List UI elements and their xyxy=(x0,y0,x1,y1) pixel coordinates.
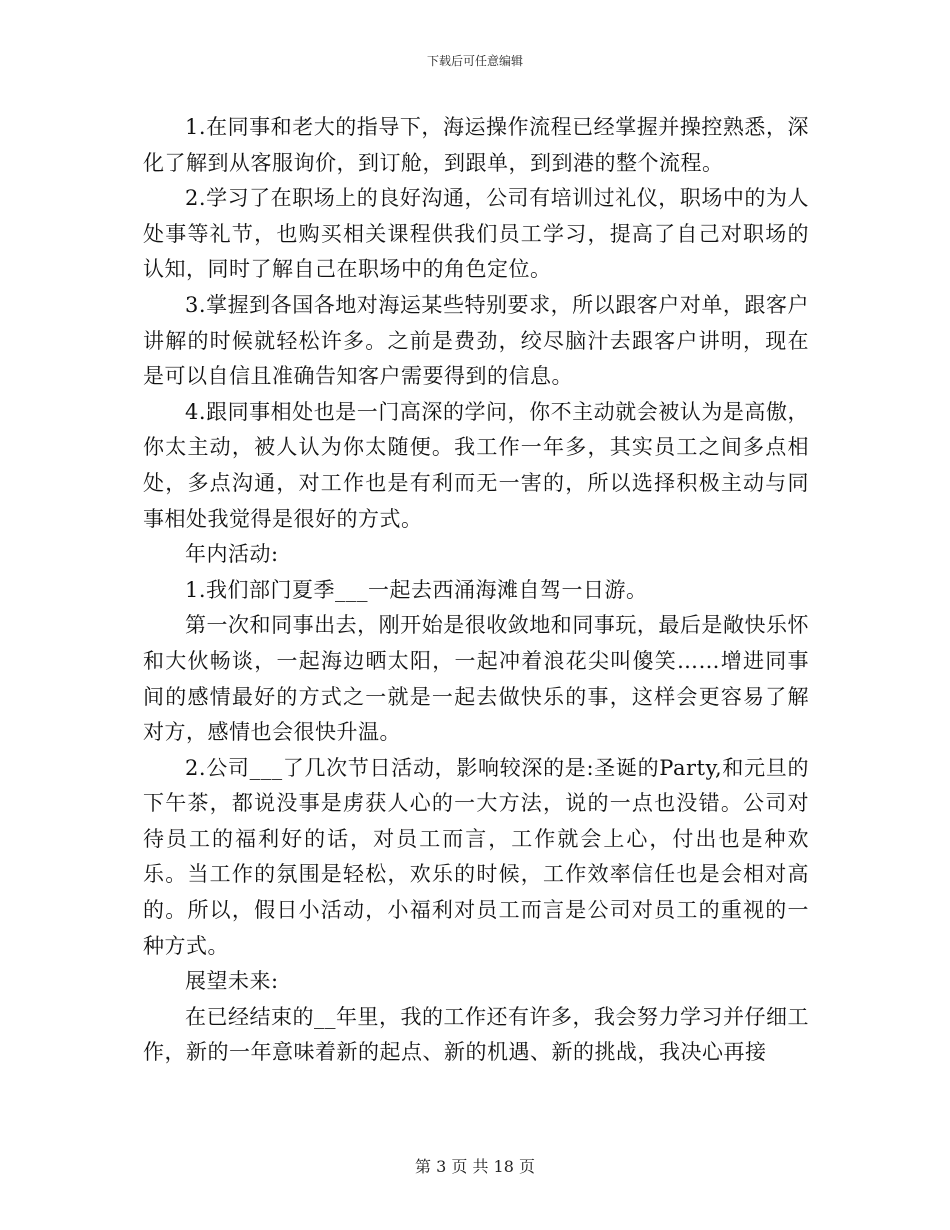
paragraph-item-1: 1.在同事和老大的指导下，海运操作流程已经掌握并操控熟悉，深化了解到从客服询价，到订舱，到跟单，到到港的整个流程。 xyxy=(143,115,809,175)
page-number-footer: 第 3 页 共 18 页 xyxy=(415,1157,535,1176)
activity-description-1: 第一次和同事出去，刚开始是很收敛地和同事玩，最后是敞快乐怀和大伙畅谈，一起海边晒太阳，一起冲着浪花尖叫傻笑……增进同事间的感情最好的方式之一就是一起去做快乐的事，这样会更容易了解对方，感情也会很快升温。 xyxy=(143,613,809,745)
page-header: 下载后可任意编辑 xyxy=(426,54,523,68)
document-body xyxy=(143,110,809,1071)
activity-item-1: 1.我们部门夏季___一起去西涌海滩自驾一日游。 xyxy=(185,577,648,602)
paragraph-item-4: 4.跟同事相处也是一门高深的学问，你不主动就会被认为是高傲，你太主动，被人认为你太随便。我工作一年多，其实员工之间多点相处，多点沟通，对工作也是有利而无一害的，所以选择积极主动与同事相处我觉得是很好的方式。 xyxy=(143,399,809,531)
activity-item-2: 2.公司___了几次节日活动，影响较深的是:圣诞的Party,和元旦的下午茶，都说没事是虏获人心的一大方法，说的一点也没错。公司对待员工的福利好的话，对员工而言，工作就会上心，付出也是种欢乐。当工作的氛围是轻松，欢乐的时候，工作效率信任也是会相对高的。所以，假日小活动，小福利对员工而言是公司对员工的重视的一种方式。 xyxy=(143,755,809,958)
section-heading-annual-activities: 年内活动: xyxy=(185,542,279,567)
outlook-paragraph: 在已经结束的__年里，我的工作还有许多，我会努力学习并仔细工作，新的一年意味着新的起点、新的机遇、新的挑战，我决心再接 xyxy=(143,1004,809,1065)
paragraph-item-3: 3.掌握到各国各地对海运某些特别要求，所以跟客户对单，跟客户讲解的时候就轻松许多。之前是费劲，绞尽脑汁去跟客户讲明，现在是可以自信且准确告知客户需要得到的信息。 xyxy=(143,292,809,389)
paragraph-item-2: 2.学习了在职场上的良好沟通，公司有培训过礼仪，职场中的为人处事等礼节，也购买相关课程供我们员工学习，提高了自己对职场的认知，同时了解自己在职场中的角色定位。 xyxy=(143,186,809,282)
section-heading-outlook: 展望未来: xyxy=(185,969,279,994)
